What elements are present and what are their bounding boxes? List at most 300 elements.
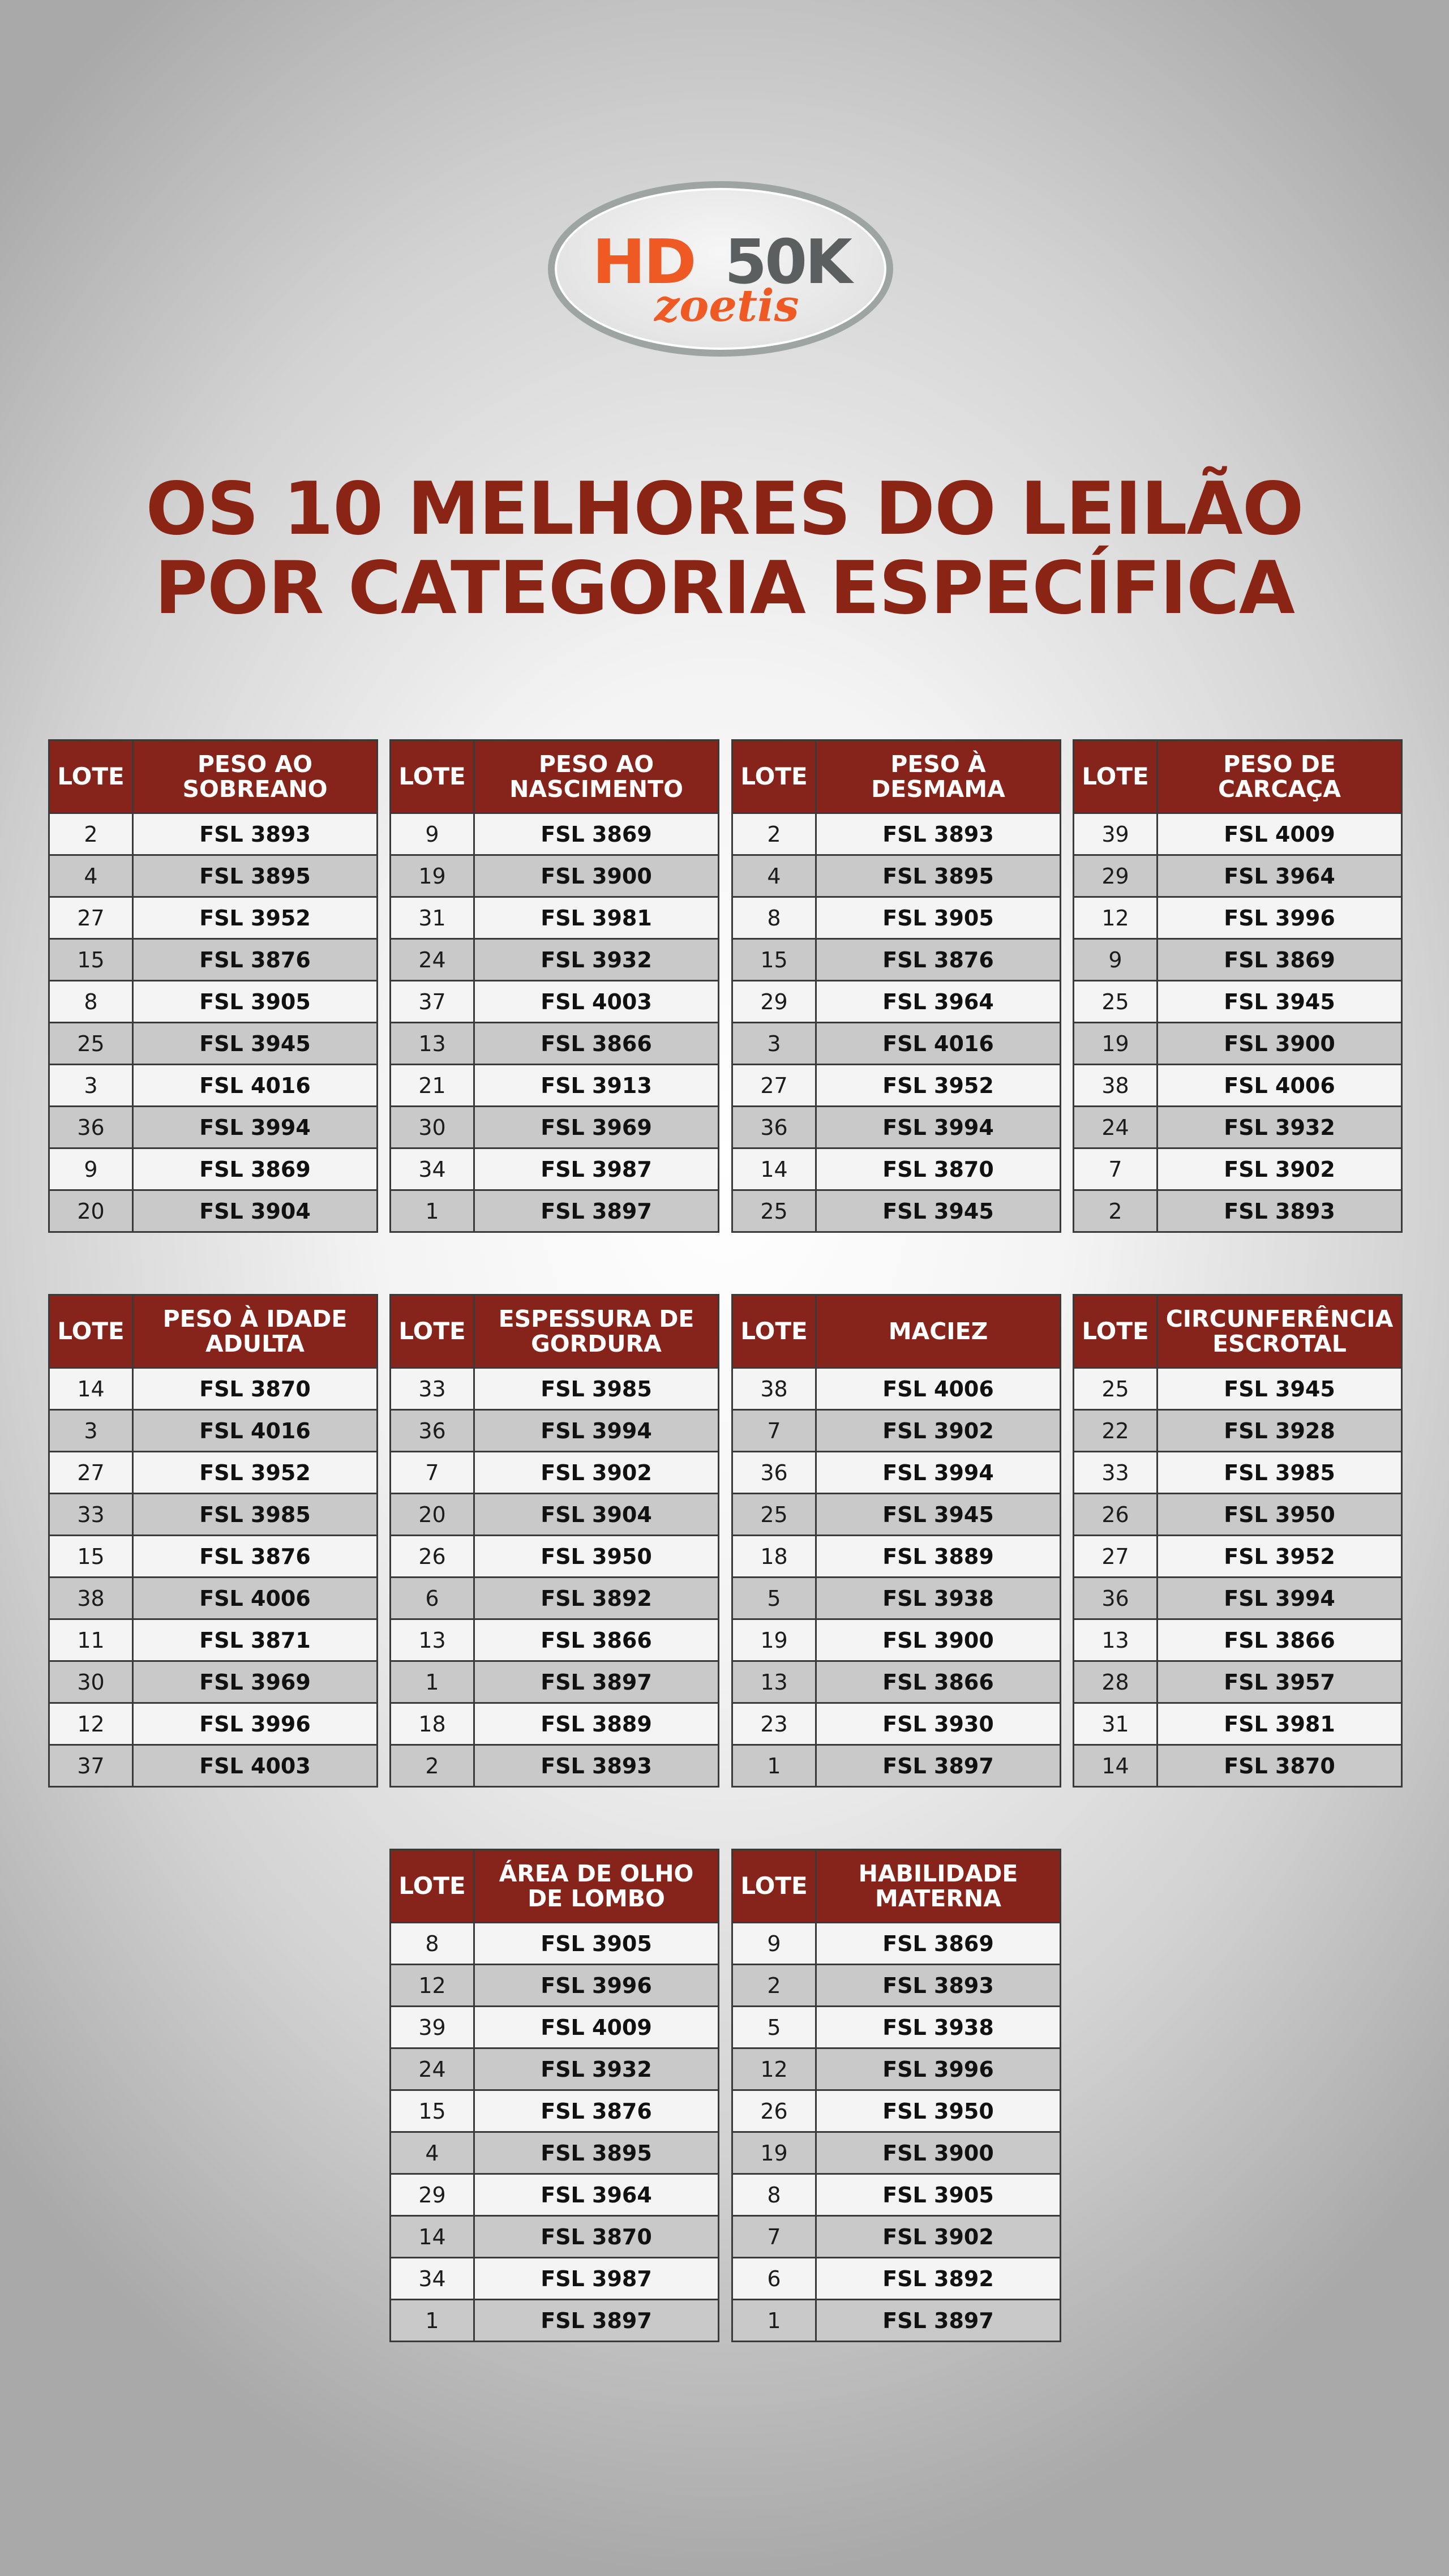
hd50k-zoetis-logo xyxy=(548,181,893,357)
table-row xyxy=(49,1148,378,1190)
table-row xyxy=(391,981,719,1023)
animal-id-cell: FSL 3996 xyxy=(1158,897,1402,939)
animal-id-cell: FSL 3938 xyxy=(816,1578,1061,1619)
lote-cell: 2 xyxy=(391,1745,474,1787)
category-title-line1: MACIEZ xyxy=(888,1317,988,1345)
category-title-line2: DE LOMBO xyxy=(528,1885,665,1912)
animal-id-cell: FSL 3952 xyxy=(133,897,378,939)
lote-cell: 34 xyxy=(391,2258,474,2300)
category-title-line2: CARCAÇA xyxy=(1217,775,1341,803)
category-column-header xyxy=(133,1295,378,1368)
page-title-line2: POR CATEGORIA ESPECÍFICA xyxy=(155,546,1294,631)
animal-id-cell: FSL 3895 xyxy=(133,855,378,897)
lote-cell: 3 xyxy=(732,1023,816,1065)
lote-cell: 22 xyxy=(1074,1410,1158,1452)
lote-cell: 30 xyxy=(391,1107,474,1148)
lote-cell: 5 xyxy=(732,2007,816,2048)
lote-cell: 27 xyxy=(49,1452,133,1494)
animal-id-cell: FSL 3893 xyxy=(474,1745,719,1787)
lote-cell: 29 xyxy=(391,2174,474,2216)
lote-cell: 36 xyxy=(732,1452,816,1494)
lote-cell: 25 xyxy=(732,1190,816,1232)
lote-cell: 25 xyxy=(1074,981,1158,1023)
lote-cell: 9 xyxy=(1074,939,1158,981)
table-row xyxy=(732,1536,1061,1578)
animal-id-cell: FSL 3870 xyxy=(816,1148,1061,1190)
animal-id-cell: FSL 3904 xyxy=(474,1494,719,1536)
animal-id-cell: FSL 3994 xyxy=(1158,1578,1402,1619)
animal-id-cell: FSL 3945 xyxy=(1158,1368,1402,1410)
table-row xyxy=(732,2090,1061,2132)
animal-id-cell: FSL 3950 xyxy=(816,2090,1061,2132)
table-row xyxy=(49,1536,378,1578)
category-title-line1: PESO À xyxy=(890,750,986,778)
table-row xyxy=(732,2048,1061,2090)
table-row xyxy=(1074,1368,1402,1410)
animal-id-cell: FSL 3895 xyxy=(816,855,1061,897)
page-title-line1: OS 10 MELHORES DO LEILÃO xyxy=(145,467,1304,551)
lote-cell: 12 xyxy=(732,2048,816,2090)
table-row xyxy=(732,1923,1061,1965)
lote-cell: 1 xyxy=(391,2300,474,2342)
animal-id-cell: FSL 3866 xyxy=(474,1619,719,1661)
ranking-table xyxy=(731,739,1061,1233)
category-title-line1: PESO DE xyxy=(1223,750,1336,778)
animal-id-cell: FSL 3964 xyxy=(474,2174,719,2216)
lote-cell: 25 xyxy=(1074,1368,1158,1410)
lote-cell: 26 xyxy=(732,2090,816,2132)
table-row xyxy=(732,2258,1061,2300)
animal-id-cell: FSL 3866 xyxy=(816,1661,1061,1703)
lote-cell: 24 xyxy=(1074,1107,1158,1148)
lote-cell: 19 xyxy=(732,1619,816,1661)
table-row xyxy=(391,2300,719,2342)
table-row xyxy=(391,2174,719,2216)
table-row xyxy=(49,939,378,981)
table-row xyxy=(391,2216,719,2258)
animal-id-cell: FSL 4006 xyxy=(816,1368,1061,1410)
table-row xyxy=(49,981,378,1023)
table-row xyxy=(391,1107,719,1148)
table-header-row xyxy=(732,740,1061,813)
animal-id-cell: FSL 3904 xyxy=(133,1190,378,1232)
table-row xyxy=(391,1410,719,1452)
lote-cell: 38 xyxy=(732,1368,816,1410)
animal-id-cell: FSL 3870 xyxy=(133,1368,378,1410)
category-column-header xyxy=(474,740,719,813)
lote-cell: 12 xyxy=(391,1965,474,2007)
category-title-line1: PESO AO xyxy=(538,750,654,778)
animal-id-cell: FSL 3895 xyxy=(474,2132,719,2174)
lote-column-header: LOTE xyxy=(732,1850,816,1923)
ranking-table xyxy=(389,1294,719,1788)
animal-id-cell: FSL 3869 xyxy=(816,1923,1061,1965)
table-row xyxy=(1074,939,1402,981)
animal-id-cell: FSL 3870 xyxy=(474,2216,719,2258)
ranking-table xyxy=(389,739,719,1233)
animal-id-cell: FSL 3869 xyxy=(1158,939,1402,981)
lote-cell: 7 xyxy=(391,1452,474,1494)
lote-cell: 2 xyxy=(49,813,133,855)
lote-cell: 36 xyxy=(49,1107,133,1148)
lote-cell: 7 xyxy=(732,2216,816,2258)
animal-id-cell: FSL 3897 xyxy=(474,1661,719,1703)
lote-column-header: LOTE xyxy=(49,740,133,813)
lote-cell: 1 xyxy=(732,2300,816,2342)
table-row xyxy=(49,1107,378,1148)
category-title-line1: ESPESSURA DE xyxy=(498,1305,695,1332)
lote-cell: 13 xyxy=(391,1023,474,1065)
table-row xyxy=(49,1494,378,1536)
lote-cell: 37 xyxy=(49,1745,133,1787)
lote-column-header: LOTE xyxy=(49,1295,133,1368)
animal-id-cell: FSL 3889 xyxy=(816,1536,1061,1578)
animal-id-cell: FSL 3952 xyxy=(1158,1536,1402,1578)
animal-id-cell: FSL 3897 xyxy=(474,2300,719,2342)
animal-id-cell: FSL 3987 xyxy=(474,2258,719,2300)
table-row xyxy=(732,2174,1061,2216)
lote-cell: 23 xyxy=(732,1703,816,1745)
lote-column-header: LOTE xyxy=(1074,1295,1158,1368)
table-row xyxy=(732,1452,1061,1494)
lote-cell: 24 xyxy=(391,939,474,981)
animal-id-cell: FSL 3932 xyxy=(474,939,719,981)
table-row xyxy=(391,1065,719,1107)
animal-id-cell: FSL 3900 xyxy=(816,2132,1061,2174)
animal-id-cell: FSL 3945 xyxy=(816,1494,1061,1536)
category-column-header xyxy=(816,740,1061,813)
table-header-row xyxy=(49,1295,378,1368)
table-header-row xyxy=(391,1295,719,1368)
animal-id-cell: FSL 3893 xyxy=(816,1965,1061,2007)
lote-cell: 28 xyxy=(1074,1661,1158,1703)
table-row xyxy=(391,1619,719,1661)
lote-cell: 33 xyxy=(1074,1452,1158,1494)
category-title-line2: DESMAMA xyxy=(871,775,1005,803)
lote-column-header: LOTE xyxy=(732,1295,816,1368)
animal-id-cell: FSL 3905 xyxy=(816,897,1061,939)
animal-id-cell: FSL 3930 xyxy=(816,1703,1061,1745)
animal-id-cell: FSL 3996 xyxy=(474,1965,719,2007)
ranking-table xyxy=(389,1849,719,2342)
lote-cell: 26 xyxy=(1074,1494,1158,1536)
lote-cell: 5 xyxy=(732,1578,816,1619)
animal-id-cell: FSL 3985 xyxy=(1158,1452,1402,1494)
table-row xyxy=(1074,1148,1402,1190)
animal-id-cell: FSL 3994 xyxy=(474,1410,719,1452)
animal-id-cell: FSL 3945 xyxy=(816,1190,1061,1232)
animal-id-cell: FSL 3902 xyxy=(816,1410,1061,1452)
table-row xyxy=(1074,1023,1402,1065)
table-row xyxy=(391,1148,719,1190)
lote-cell: 3 xyxy=(49,1410,133,1452)
table-row xyxy=(732,1578,1061,1619)
animal-id-cell: FSL 4016 xyxy=(133,1065,378,1107)
animal-id-cell: FSL 3897 xyxy=(474,1190,719,1232)
table-row xyxy=(1074,855,1402,897)
ranking-table xyxy=(731,1294,1061,1788)
lote-cell: 27 xyxy=(732,1065,816,1107)
table-row xyxy=(49,1703,378,1745)
lote-cell: 33 xyxy=(391,1368,474,1410)
animal-id-cell: FSL 3957 xyxy=(1158,1661,1402,1703)
animal-id-cell: FSL 3876 xyxy=(816,939,1061,981)
table-row xyxy=(1074,1536,1402,1578)
lote-cell: 12 xyxy=(1074,897,1158,939)
lote-cell: 8 xyxy=(49,981,133,1023)
animal-id-cell: FSL 3996 xyxy=(133,1703,378,1745)
lote-cell: 13 xyxy=(732,1661,816,1703)
lote-cell: 12 xyxy=(49,1703,133,1745)
lote-cell: 1 xyxy=(391,1661,474,1703)
animal-id-cell: FSL 3902 xyxy=(1158,1148,1402,1190)
lote-cell: 13 xyxy=(1074,1619,1158,1661)
table-row xyxy=(49,1745,378,1787)
lote-cell: 27 xyxy=(1074,1536,1158,1578)
table-header-row xyxy=(391,1850,719,1923)
category-title-line2: ADULTA xyxy=(205,1330,305,1357)
table-row xyxy=(732,2216,1061,2258)
lote-cell: 15 xyxy=(49,939,133,981)
lote-cell: 2 xyxy=(1074,1190,1158,1232)
animal-id-cell: FSL 4016 xyxy=(133,1410,378,1452)
table-row xyxy=(391,1023,719,1065)
logo-zoetis-text: zoetis xyxy=(654,280,799,332)
category-column-header xyxy=(474,1850,719,1923)
lote-cell: 36 xyxy=(1074,1578,1158,1619)
table-row xyxy=(49,813,378,855)
lote-cell: 34 xyxy=(391,1148,474,1190)
ranking-table xyxy=(48,739,378,1233)
lote-cell: 19 xyxy=(732,2132,816,2174)
table-row xyxy=(1074,981,1402,1023)
animal-id-cell: FSL 3893 xyxy=(816,813,1061,855)
animal-id-cell: FSL 3985 xyxy=(133,1494,378,1536)
lote-cell: 39 xyxy=(391,2007,474,2048)
animal-id-cell: FSL 3866 xyxy=(1158,1619,1402,1661)
animal-id-cell: FSL 3952 xyxy=(133,1452,378,1494)
animal-id-cell: FSL 3994 xyxy=(816,1452,1061,1494)
table-row xyxy=(391,855,719,897)
table-row xyxy=(732,1965,1061,2007)
table-row xyxy=(1074,1410,1402,1452)
lote-cell: 31 xyxy=(391,897,474,939)
animal-id-cell: FSL 3938 xyxy=(816,2007,1061,2048)
lote-cell: 13 xyxy=(391,1619,474,1661)
lote-column-header: LOTE xyxy=(391,1850,474,1923)
animal-id-cell: FSL 4009 xyxy=(1158,813,1402,855)
animal-id-cell: FSL 3952 xyxy=(816,1065,1061,1107)
lote-cell: 36 xyxy=(391,1410,474,1452)
table-row xyxy=(391,939,719,981)
category-title-line2: ESCROTAL xyxy=(1212,1330,1347,1357)
table-row xyxy=(391,1536,719,1578)
animal-id-cell: FSL 3897 xyxy=(816,2300,1061,2342)
lote-cell: 2 xyxy=(732,1965,816,2007)
animal-id-cell: FSL 3897 xyxy=(816,1745,1061,1787)
table-row xyxy=(732,855,1061,897)
table-row xyxy=(49,1410,378,1452)
table-row xyxy=(391,2090,719,2132)
category-title-line1: CIRCUNFERÊNCIA xyxy=(1165,1305,1394,1332)
table-row xyxy=(732,1065,1061,1107)
animal-id-cell: FSL 3981 xyxy=(1158,1703,1402,1745)
animal-id-cell: FSL 3871 xyxy=(133,1619,378,1661)
lote-cell: 37 xyxy=(391,981,474,1023)
ranking-table xyxy=(48,1294,378,1788)
lote-cell: 39 xyxy=(1074,813,1158,855)
category-title-line2: MATERNA xyxy=(875,1885,1001,1912)
table-row xyxy=(1074,1494,1402,1536)
animal-id-cell: FSL 3905 xyxy=(816,2174,1061,2216)
table-row xyxy=(391,2048,719,2090)
table-row xyxy=(391,1965,719,2007)
lote-column-header: LOTE xyxy=(1074,740,1158,813)
animal-id-cell: FSL 3905 xyxy=(133,981,378,1023)
table-row xyxy=(732,1368,1061,1410)
lote-cell: 1 xyxy=(732,1745,816,1787)
table-row xyxy=(49,855,378,897)
table-header-row xyxy=(732,1295,1061,1368)
lote-cell: 24 xyxy=(391,2048,474,2090)
lote-cell: 25 xyxy=(732,1494,816,1536)
lote-cell: 14 xyxy=(732,1148,816,1190)
animal-id-cell: FSL 3892 xyxy=(474,1578,719,1619)
lote-cell: 7 xyxy=(1074,1148,1158,1190)
lote-cell: 7 xyxy=(732,1410,816,1452)
table-header-row xyxy=(732,1850,1061,1923)
ranking-table xyxy=(1073,1294,1403,1788)
animal-id-cell: FSL 3893 xyxy=(1158,1190,1402,1232)
table-row xyxy=(391,1578,719,1619)
table-row xyxy=(1074,1065,1402,1107)
category-title-line1: ÁREA DE OLHO xyxy=(499,1859,694,1887)
animal-id-cell: FSL 3994 xyxy=(133,1107,378,1148)
lote-cell: 38 xyxy=(49,1578,133,1619)
animal-id-cell: FSL 3900 xyxy=(816,1619,1061,1661)
lote-cell: 38 xyxy=(1074,1065,1158,1107)
category-column-header xyxy=(816,1850,1061,1923)
animal-id-cell: FSL 4006 xyxy=(1158,1065,1402,1107)
lote-cell: 4 xyxy=(391,2132,474,2174)
lote-cell: 4 xyxy=(732,855,816,897)
table-row xyxy=(732,1107,1061,1148)
category-title-line2: NASCIMENTO xyxy=(509,775,683,803)
table-row xyxy=(49,1578,378,1619)
table-row xyxy=(732,981,1061,1023)
lote-cell: 20 xyxy=(391,1494,474,1536)
lote-cell: 15 xyxy=(732,939,816,981)
table-row xyxy=(732,1703,1061,1745)
category-title-line2: SOBREANO xyxy=(182,775,328,803)
lote-cell: 9 xyxy=(732,1923,816,1965)
animal-id-cell: FSL 3902 xyxy=(474,1452,719,1494)
table-row xyxy=(391,1190,719,1232)
table-row xyxy=(391,1703,719,1745)
table-row xyxy=(732,1410,1061,1452)
animal-id-cell: FSL 3981 xyxy=(474,897,719,939)
animal-id-cell: FSL 3869 xyxy=(474,813,719,855)
animal-id-cell: FSL 3869 xyxy=(133,1148,378,1190)
lote-cell: 26 xyxy=(391,1536,474,1578)
category-title-line2: GORDURA xyxy=(531,1330,662,1357)
lote-cell: 33 xyxy=(49,1494,133,1536)
category-title-line1: PESO À IDADE xyxy=(162,1305,348,1332)
category-title-line1: PESO AO xyxy=(197,750,313,778)
lote-cell: 27 xyxy=(49,897,133,939)
logo-hd-text: HD xyxy=(592,227,695,298)
table-row xyxy=(1074,897,1402,939)
animal-id-cell: FSL 3969 xyxy=(133,1661,378,1703)
animal-id-cell: FSL 3950 xyxy=(1158,1494,1402,1536)
lote-cell: 15 xyxy=(49,1536,133,1578)
animal-id-cell: FSL 3905 xyxy=(474,1923,719,1965)
ranking-table xyxy=(1073,739,1403,1233)
table-row xyxy=(49,1661,378,1703)
animal-id-cell: FSL 3964 xyxy=(1158,855,1402,897)
lote-cell: 11 xyxy=(49,1619,133,1661)
animal-id-cell: FSL 3893 xyxy=(133,813,378,855)
category-column-header xyxy=(1158,740,1402,813)
animal-id-cell: FSL 3932 xyxy=(1158,1107,1402,1148)
table-row xyxy=(732,1619,1061,1661)
lote-cell: 19 xyxy=(1074,1023,1158,1065)
table-row xyxy=(49,1619,378,1661)
animal-id-cell: FSL 3969 xyxy=(474,1107,719,1148)
table-row xyxy=(391,1661,719,1703)
animal-id-cell: FSL 3945 xyxy=(133,1023,378,1065)
table-header-row xyxy=(1074,740,1402,813)
lote-cell: 14 xyxy=(391,2216,474,2258)
lote-cell: 30 xyxy=(49,1661,133,1703)
table-row xyxy=(49,1368,378,1410)
table-row xyxy=(1074,1703,1402,1745)
table-row xyxy=(732,2007,1061,2048)
lote-cell: 20 xyxy=(49,1190,133,1232)
table-row xyxy=(732,813,1061,855)
table-row xyxy=(391,1452,719,1494)
category-column-header xyxy=(1158,1295,1402,1368)
lote-cell: 18 xyxy=(732,1536,816,1578)
animal-id-cell: FSL 3987 xyxy=(474,1148,719,1190)
animal-id-cell: FSL 3932 xyxy=(474,2048,719,2090)
animal-id-cell: FSL 3889 xyxy=(474,1703,719,1745)
animal-id-cell: FSL 4003 xyxy=(474,981,719,1023)
lote-cell: 15 xyxy=(391,2090,474,2132)
animal-id-cell: FSL 3902 xyxy=(816,2216,1061,2258)
animal-id-cell: FSL 3900 xyxy=(1158,1023,1402,1065)
animal-id-cell: FSL 3913 xyxy=(474,1065,719,1107)
lote-cell: 21 xyxy=(391,1065,474,1107)
lote-cell: 14 xyxy=(1074,1745,1158,1787)
animal-id-cell: FSL 3876 xyxy=(133,1536,378,1578)
lote-cell: 9 xyxy=(391,813,474,855)
table-row xyxy=(732,897,1061,939)
table-row xyxy=(732,1661,1061,1703)
animal-id-cell: FSL 3876 xyxy=(474,2090,719,2132)
animal-id-cell: FSL 4003 xyxy=(133,1745,378,1787)
table-row xyxy=(391,2258,719,2300)
table-row xyxy=(1074,813,1402,855)
table-row xyxy=(1074,1661,1402,1703)
animal-id-cell: FSL 3900 xyxy=(474,855,719,897)
animal-id-cell: FSL 3994 xyxy=(816,1107,1061,1148)
table-row xyxy=(49,897,378,939)
lote-column-header: LOTE xyxy=(391,740,474,813)
lote-cell: 6 xyxy=(391,1578,474,1619)
animal-id-cell: FSL 4009 xyxy=(474,2007,719,2048)
table-row xyxy=(732,2300,1061,2342)
